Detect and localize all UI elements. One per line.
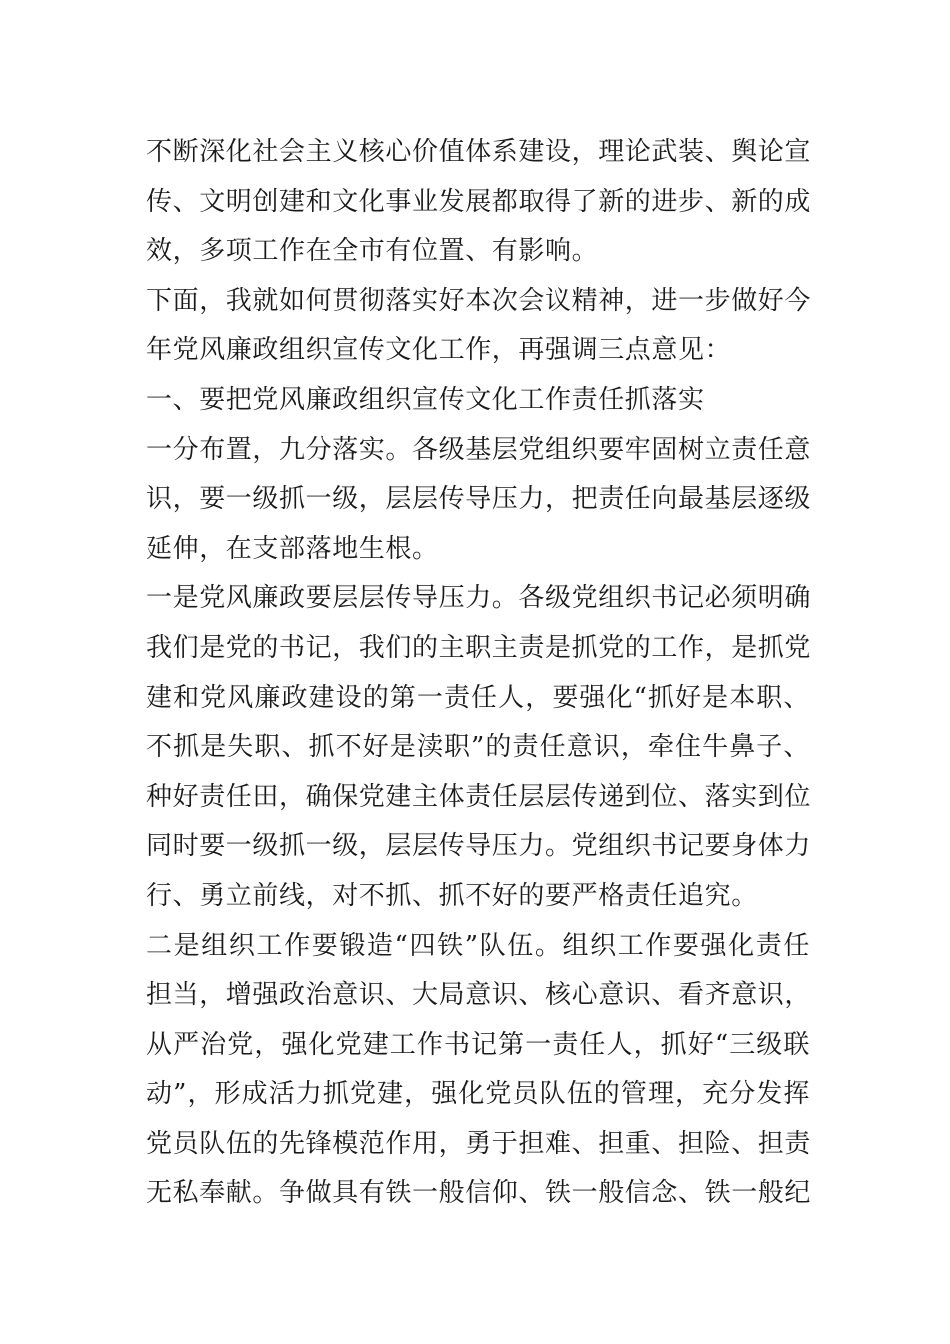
- section-heading: 一、要把党风廉政组织宣传文化工作责任抓落实: [146, 384, 705, 415]
- document-body: [146, 128, 810, 1219]
- text-line: 党员队伍的先锋模范作用，勇于担难、担重、担险、担责: [146, 1128, 812, 1159]
- text-line: 一分布置，九分落实。各级基层党组织要牢固树立责任意: [146, 434, 812, 465]
- text-line: 一是党风廉政要层层传导压力。各级党组织书记必须明确: [146, 583, 812, 614]
- text-line: 识，要一级抓一级，层层传导压力，把责任向最基层逐级: [146, 484, 812, 515]
- text-line: 建和党风廉政建设的第一责任人，要强化“抓好是本职、: [146, 682, 810, 713]
- text-line: 年党风廉政组织宣传文化工作，再强调三点意见：: [146, 335, 732, 366]
- text-line: 我们是党的书记，我们的主职主责是抓党的工作，是抓党: [146, 632, 812, 663]
- text-line: 不抓是失职、抓不好是渎职”的责任意识，牵住牛鼻子、: [146, 732, 810, 763]
- text-line: 二是组织工作要锻造“四铁”队伍。组织工作要强化责任: [146, 930, 810, 961]
- text-line: 从严治党，强化党建工作书记第一责任人，抓好“三级联: [146, 1029, 810, 1060]
- text-line: 动”，形成活力抓党建，强化党员队伍的管理，充分发挥: [146, 1079, 810, 1110]
- text-line: 行、勇立前线，对不抓、抓不好的要严格责任追究。: [146, 880, 758, 911]
- text-line: 延伸，在支部落地生根。: [146, 533, 439, 564]
- text-line: 种好责任田，确保党建主体责任层层传递到位、落实到位: [146, 781, 812, 812]
- text-line: 无私奉献。争做具有铁一般信仰、铁一般信念、铁一般纪: [146, 1178, 812, 1209]
- text-line: 不断深化社会主义核心价值体系建设，理论武装、舆论宣: [146, 137, 812, 167]
- text-line: 传、文明创建和文化事业发展都取得了新的进步、新的成: [146, 186, 812, 217]
- text-line: 效，多项工作在全市有位置、有影响。: [146, 236, 599, 267]
- text-line: 下面，我就如何贯彻落实好本次会议精神，进一步做好今: [146, 285, 812, 316]
- text-line: 同时要一级抓一级，层层传导压力。党组织书记要身体力: [146, 831, 812, 862]
- text-line: 担当，增强政治意识、大局意识、核心意识、看齐意识，: [146, 980, 812, 1011]
